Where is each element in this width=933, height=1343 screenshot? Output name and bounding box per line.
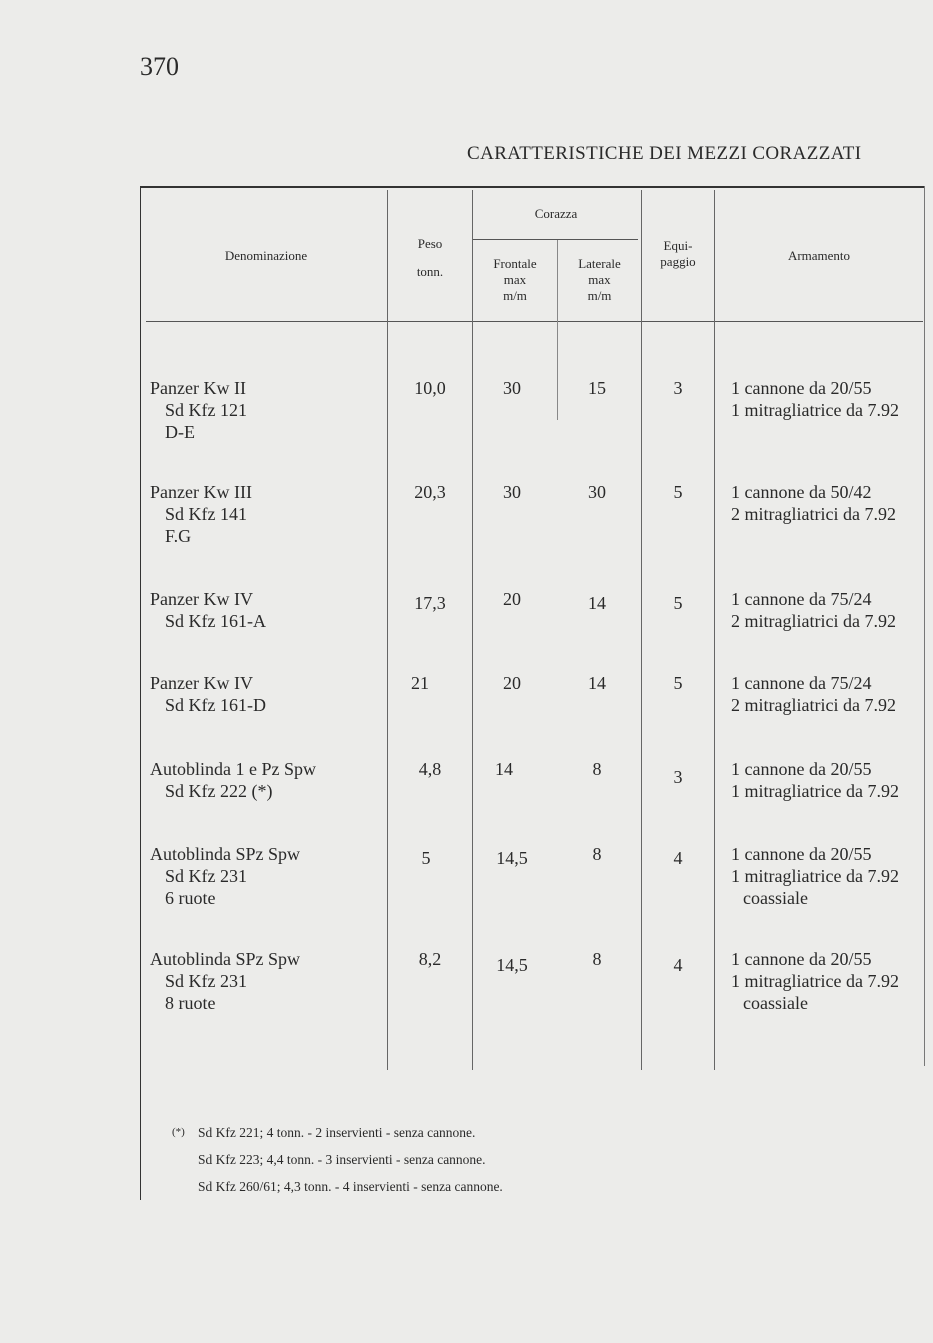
header-equipaggio: Equi- paggio (660, 238, 696, 269)
page-header: CARATTERISTICHE DEI MEZZI CORAZZATI (467, 143, 862, 164)
armamento-value: 1 cannone da 20/55 1 mitragliatrice da 7.92 (731, 759, 899, 801)
table-right-rule (924, 186, 925, 1066)
vehicle-name: Autoblinda SPz Spw Sd Kfz 231 8 ruote (150, 949, 301, 1013)
peso-value: 4,8 (418, 759, 442, 779)
header-peso: Peso tonn. (416, 236, 444, 279)
page-number: 370 (140, 52, 179, 81)
header-denominazione: Denominazione (224, 248, 308, 263)
frontale-value: 20 (503, 589, 521, 609)
footnote-text: Sd Kfz 260/61; 4,3 tonn. - 4 inservienti - senza cannone. (198, 1179, 503, 1194)
peso-value: 8,2 (418, 949, 442, 969)
header-armamento: Armamento (787, 248, 851, 263)
peso-value: 5 (421, 848, 431, 868)
frontale-value: 20 (503, 673, 521, 693)
frontale-value: 14 (495, 759, 513, 779)
col-divider-armamento (714, 190, 715, 1070)
table-top-rule (140, 186, 925, 188)
armamento-value: 1 cannone da 75/24 2 mitragliatrici da 7.92 (731, 589, 896, 631)
frontale-value: 30 (503, 378, 521, 398)
col-divider-equipaggio (641, 190, 642, 1070)
vehicle-name: Panzer Kw IV Sd Kfz 161-D (150, 673, 266, 715)
frontale-value: 14,5 (496, 955, 528, 975)
armamento-value: 1 cannone da 50/42 2 mitragliatrici da 7.92 (731, 482, 896, 524)
peso-value: 10,0 (414, 378, 446, 398)
laterale-value: 30 (588, 482, 606, 502)
laterale-value: 8 (592, 949, 602, 969)
header-bottom-rule (146, 321, 923, 322)
equipaggio-value: 4 (673, 848, 683, 868)
peso-value: 17,3 (414, 593, 446, 613)
header-frontale: Frontale max m/m (493, 256, 537, 303)
col-divider-peso (387, 190, 388, 1070)
laterale-value: 8 (592, 844, 602, 864)
header-laterale: Laterale max m/m (578, 256, 621, 303)
vehicle-name: Panzer Kw IV Sd Kfz 161-A (150, 589, 266, 631)
peso-value: 20,3 (414, 482, 446, 502)
equipaggio-value: 3 (673, 767, 683, 787)
equipaggio-value: 5 (673, 482, 683, 502)
laterale-value: 14 (588, 673, 606, 693)
header-corazza: Corazza (534, 206, 578, 221)
armamento-value: 1 cannone da 20/55 1 mitragliatrice da 7.92 coassiale (731, 844, 899, 908)
equipaggio-value: 5 (673, 593, 683, 613)
armamento-value: 1 cannone da 75/24 2 mitragliatrici da 7.92 (731, 673, 896, 715)
footnote-text: Sd Kfz 221; 4 tonn. - 2 inservienti - senza cannone. (198, 1125, 476, 1140)
corazza-divider (472, 239, 638, 240)
equipaggio-value: 3 (673, 378, 683, 398)
laterale-value: 15 (588, 378, 606, 398)
frontale-value: 30 (503, 482, 521, 502)
col-divider-frontale (472, 190, 473, 1070)
frontale-value: 14,5 (496, 848, 528, 868)
footnote-mark: (*) (172, 1126, 185, 1138)
armamento-value: 1 cannone da 20/55 1 mitragliatrice da 7.92 (731, 378, 899, 420)
peso-value: 21 (411, 673, 429, 693)
vehicle-name: Panzer Kw II Sd Kfz 121 D-E (150, 378, 247, 442)
equipaggio-value: 4 (673, 955, 683, 975)
vehicle-name: Autoblinda SPz Spw Sd Kfz 231 6 ruote (150, 844, 301, 908)
table-left-rule (140, 186, 141, 1200)
footnote-text: Sd Kfz 223; 4,4 tonn. - 3 inservienti - senza cannone. (198, 1152, 486, 1167)
armamento-value: 1 cannone da 20/55 1 mitragliatrice da 7.92 coassiale (731, 949, 899, 1013)
equipaggio-value: 5 (673, 673, 683, 693)
vehicle-name: Panzer Kw III Sd Kfz 141 F.G (150, 482, 252, 546)
laterale-value: 8 (592, 759, 602, 779)
vehicle-name: Autoblinda 1 e Pz Spw Sd Kfz 222 (*) (150, 759, 316, 801)
laterale-value: 14 (588, 593, 606, 613)
